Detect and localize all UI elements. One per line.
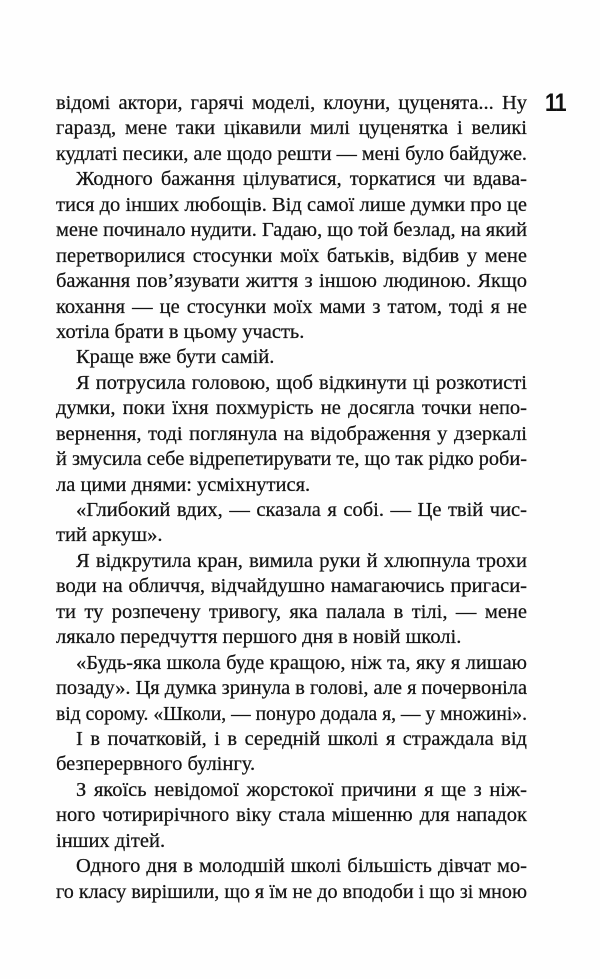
text-line: від сорому. «Школи, — понуро додала я, — у множині».	[56, 702, 528, 725]
text-line: кохання — це стосунки моїх мами з татом, тоді я не	[56, 295, 527, 318]
text-line: І в початковій, і в середній школі я страждала від	[76, 727, 527, 750]
text-line: бажання пов’язувати життя з іншою людиною. Якщо	[56, 270, 527, 293]
text-line: мене починало нудити. Гадаю, що той безлад, на який	[56, 219, 528, 242]
text-line: й змусила себе відрепетирувати те, що так рідко роби-	[56, 448, 528, 471]
text-line: тися до інших любощів. Від самої лише думки про це	[56, 193, 527, 216]
text-line: го класу вирішили, що я їм не до вподоби і що зі мною	[56, 880, 527, 903]
text-line: відомі актори, гарячі моделі, клоуни, цуценята... Ну	[56, 92, 527, 114]
text-line: вернення, тоді поглянула на відображення у дзеркалі	[56, 422, 527, 445]
text-line: Я потрусила головою, щоб відкинути ці розкотисті	[76, 371, 527, 394]
text-line: гаразд, мене таки цікавили милі цуценятка і великі	[56, 117, 527, 140]
text-line: води на обличчя, відчайдушно намагаючись пригаси-	[56, 575, 527, 598]
text-line: ного чотирирічного віку стала мішенню для нападок	[56, 804, 527, 827]
text-line: лякало передчуття першого дня в новій школі.	[56, 626, 462, 649]
text-line: безперервного булінгу.	[56, 753, 256, 776]
text-line: ла цими днями: усміхнутися.	[56, 473, 311, 496]
text-line: Одного дня в молодшій школі більшість дівчат мо-	[76, 855, 527, 878]
text-line: тий аркуш».	[56, 524, 163, 547]
text-line: Жодного бажання цілуватися, торкатися чи вдава-	[76, 168, 527, 191]
text-line: «Будь-яка школа буде кращою, ніж та, яку я лишаю	[76, 651, 527, 674]
text-line: «Глибокий вдих, — сказала я собі. — Це твій чис-	[76, 499, 527, 521]
body-text	[56, 91, 527, 905]
text-line: хотіла брати в цьому участь.	[56, 320, 305, 343]
text-line: Краще вже бути самій.	[76, 346, 275, 369]
text-line: З якоїсь невідомої жорстокої причини я ще з ніж-	[76, 778, 527, 801]
text-line: думки, поки їхня похмурість не досягла точки непо-	[56, 397, 527, 420]
text-line: перетворилися стосунки моїх батьків, відбив у мене	[56, 244, 527, 267]
text-line: позаду». Ця думка зринула в голові, але я почервоніла	[56, 677, 527, 700]
text-line: ти ту розпечену тривогу, яка палала в тілі, — мене	[56, 600, 527, 623]
text-line: кудлаті песики, але щодо решти — мені було байдуже.	[56, 142, 527, 165]
text-line: Я відкрутила кран, вимила руки й хлюпнула трохи	[76, 549, 527, 572]
page-number: 11	[545, 89, 566, 117]
text-line: інших дітей.	[56, 829, 166, 852]
